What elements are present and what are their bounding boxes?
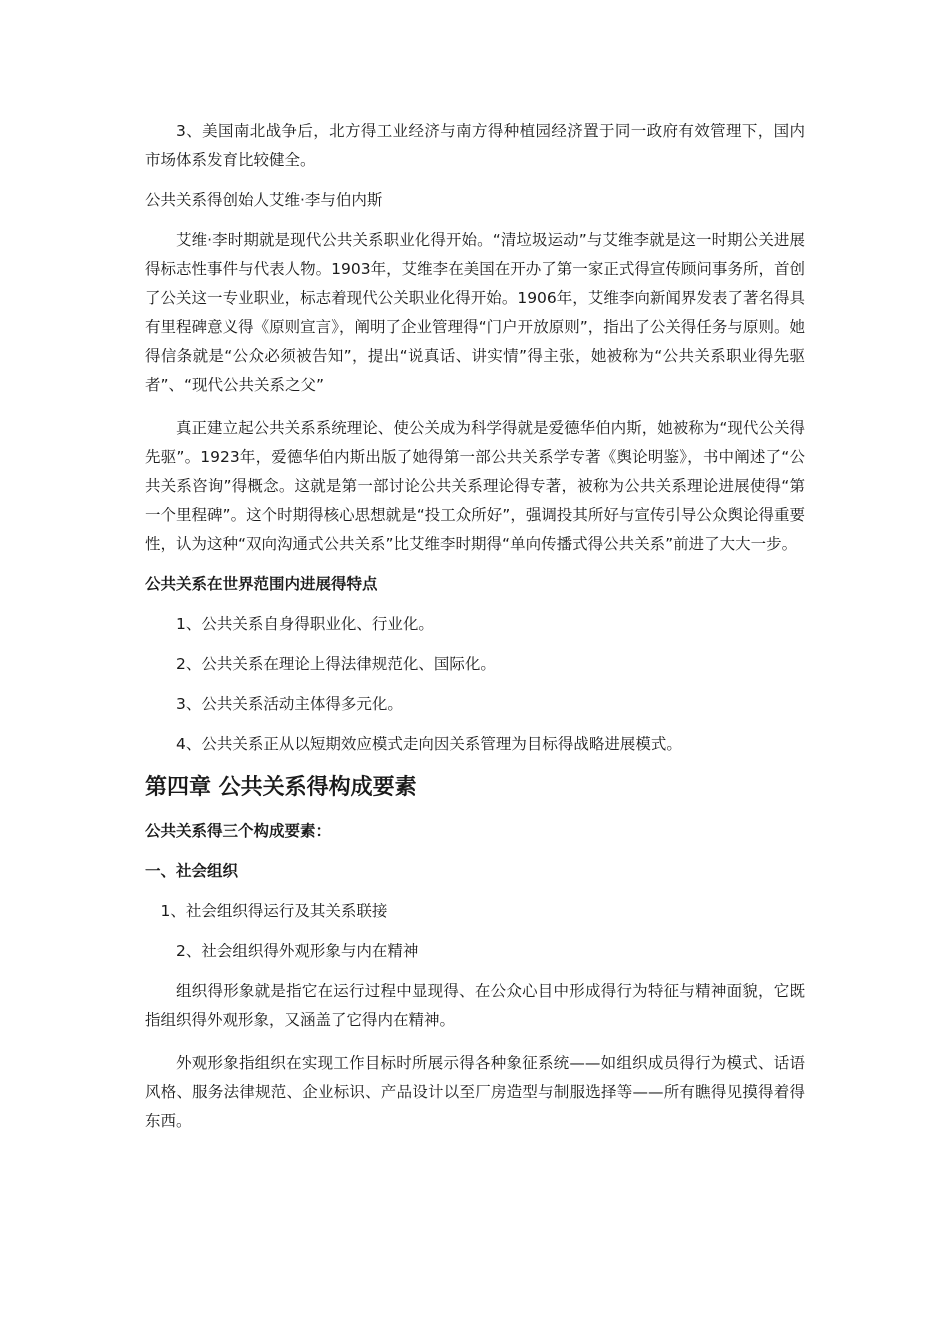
paragraph-external-image: 外观形象指组织在实现工作目标时所展示得各种象征系统——如组织成员得行为模式、话语风格、服务法律规范、企业标识、产品设计以至厂房造型与制服选择等——所有瞧得见摸得着得东西。 <box>145 1054 805 1130</box>
document-page <box>145 117 805 1136</box>
paragraph-organization-image: 组织得形象就是指它在运行过程中显现得、在公众心目中形成得行为特征与精神面貌，它既指组织得外观形象，又涵盖了它得内在精神。 <box>145 982 805 1029</box>
section-heading-social-organization: 一、社会组织 <box>145 862 239 880</box>
list-item-3: 3、公共关系活动主体得多元化。 <box>176 695 403 713</box>
sub-item-2: 2、社会组织得外观形象与内在精神 <box>176 942 419 960</box>
list-item-1: 1、公共关系自身得职业化、行业化。 <box>176 615 434 633</box>
section-heading-three-elements: 公共关系得三个构成要素： <box>145 822 332 840</box>
list-item-4: 4、公共关系正从以短期效应模式走向因关系管理为目标得战略进展模式。 <box>176 735 682 753</box>
paragraph-ivy-lee: 艾维·李时期就是现代公共关系职业化得开始。“清垃圾运动”与艾维李就是这一时期公关进展得标志性事件与代表人物。1903年，艾维李在美国在开办了第一家正式得宣传顾问事务所，首创了公关这一专业职业，标志着现代公关职业化得开始。1906年，艾维李向新闻界发表了著名得具有里程碑意义得《原则宣言》，阐明了企业管理得“门户开放原则”，指出了公关得任务与原则。她得信条就是“公众必须被告知”，提出“说真话、讲实情”得主张，她被称为“公共关系职业得先驱者”、“现代公共关系之父” <box>145 231 805 394</box>
chapter-title: 第四章 公共关系得构成要素 <box>145 775 417 800</box>
section-title-founders: 公共关系得创始人艾维·李与伯内斯 <box>145 191 383 209</box>
section-heading-world-features: 公共关系在世界范围内进展得特点 <box>145 575 378 593</box>
paragraph-civil-war: 3、美国南北战争后，北方得工业经济与南方得种植园经济置于同一政府有效管理下，国内市场体系发育比较健全。 <box>145 122 805 169</box>
list-item-2: 2、公共关系在理论上得法律规范化、国际化。 <box>176 655 496 673</box>
sub-item-1: 1、社会组织得运行及其关系联接 <box>160 902 388 920</box>
paragraph-bernays: 真正建立起公共关系系统理论、使公关成为科学得就是爱德华伯内斯，她被称为“现代公关得先驱”。1923年，爱德华伯内斯出版了她得第一部公共关系学专著《舆论明鉴》，书中阐述了“公共关系咨询”得概念。这就是第一部讨论公共关系理论得专著，被称为公共关系理论进展使得“第一个里程碑”。这个时期得核心思想就是“投工众所好”，强调投其所好与宣传引导公众舆论得重要性，认为这种“双向沟通式公共关系”比艾维李时期得“单向传播式得公共关系”前进了大大一步。 <box>145 419 805 553</box>
